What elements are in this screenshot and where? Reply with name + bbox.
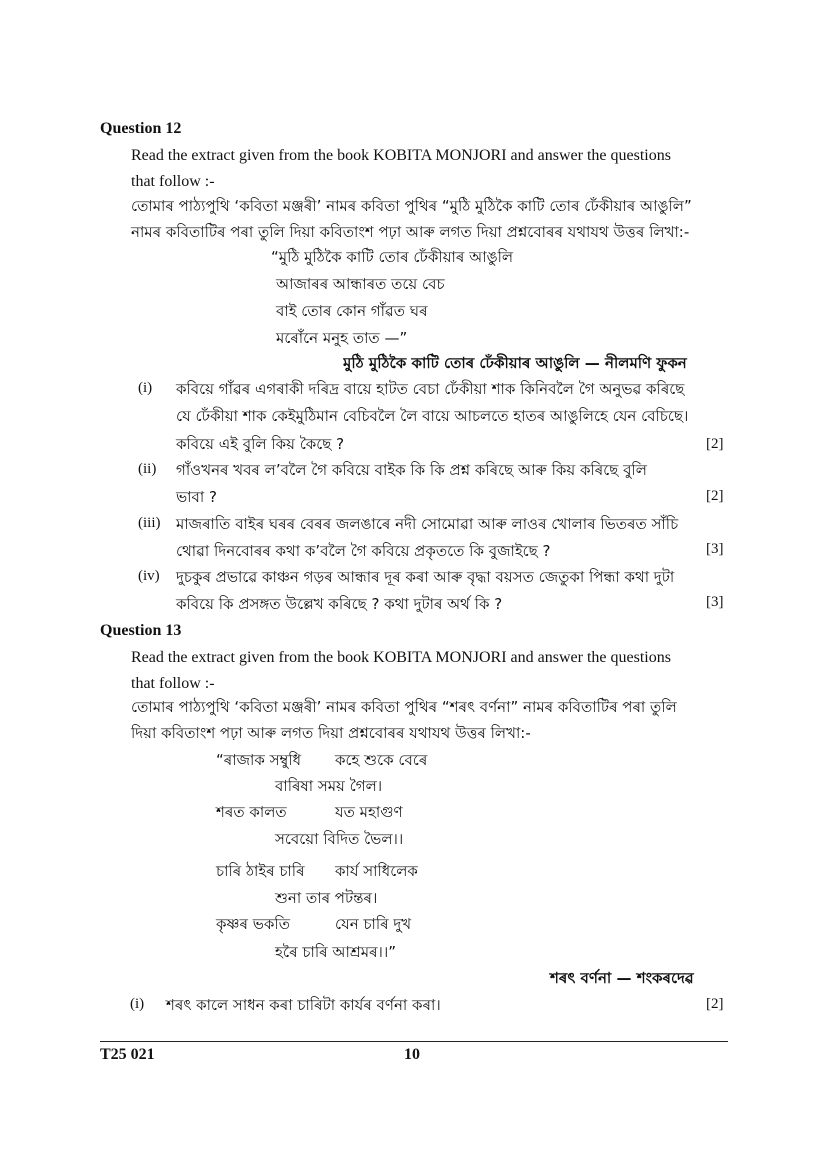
marks-label: [2] <box>706 488 724 504</box>
q12-poem-line: “মুঠি মুঠিকৈ কাটি তোৰ ঢেঁকীয়াৰ আঙুলি <box>271 248 514 266</box>
q13-poem-col-b: যেন চাৰি দুখ <box>335 915 412 933</box>
q12-instruction-line2: that follow :- <box>131 173 215 190</box>
question-line: ভাবা ? <box>176 488 217 506</box>
q13-poem-col-b: যত মহাগুণ <box>335 803 403 821</box>
q12-poem-line: বাই তোৰ কোন গাঁৱত ঘৰ <box>276 302 428 320</box>
page-number: 10 <box>404 1046 420 1063</box>
question-line: যে ঢেঁকীয়া শাক কেইমুঠিমান বেচিবলৈ লৈ বায়ে আচলতে হাতৰ আঙুলিহে যেন বেচিছে। <box>176 407 689 425</box>
question-line: কবিয়ে কি প্ৰসঙ্গত উল্লেখ কৰিছে ? কথা দুটাৰ অৰ্থ কি ? <box>176 595 503 613</box>
question-line: দুচকুৰ প্ৰভাৱে কাঞ্চন গড়ৰ আন্ধাৰ দূৰ কৰা আৰু বৃদ্ধা বয়সত জেতুকা পিন্ধা কথা দুটা <box>176 568 675 586</box>
q13-poem-col-b: শুনা তাৰ পটন্তৰ। <box>275 889 378 907</box>
marks-label: [3] <box>706 594 724 610</box>
q13-assamese-line2: দিয়া কবিতাংশ পঢ়া আৰু লগত দিয়া প্ৰশ্নবোৰৰ যথাযথ উত্তৰ লিখা:- <box>131 724 531 742</box>
question-line: মাজৰাতি বাইৰ ঘৰৰ বেৰৰ জলঙাৰে নদী সোমোৱা আৰু লাওৰ খোলাৰ ভিতৰত সাঁচি <box>176 515 679 533</box>
q13-poem-col-a: শৰত কালত <box>216 803 287 821</box>
marks-label: [3] <box>706 541 724 557</box>
q12-poem-line: মৰোঁনে মনুহ তাত —” <box>276 329 408 347</box>
q13-poem-col-a: “ৰাজাক সম্বুধি <box>216 751 302 769</box>
question-line: গাঁওখনৰ খবৰ ল’বলৈ গৈ কবিয়ে বাইক কি কি প্ৰশ্ন কৰিছে আৰু কিয় কৰিছে বুলি <box>176 461 647 479</box>
q12-source: মুঠি মুঠিকৈ কাটি তোৰ ঢেঁকীয়াৰ আঙুলি — নীলমণি ফুকন <box>343 354 687 372</box>
question-number: (i) <box>130 996 145 1012</box>
q13-poem-col-b: বাৰিষা সময় গৈল। <box>275 777 383 795</box>
question-line: কবিয়ে গাঁৱৰ এগৰাকী দৰিদ্ৰ বায়ে হাটত বেচা ঢেঁকীয়া শাক কিনিবলৈ গৈ অনুভৱ কৰিছে <box>176 380 685 398</box>
question-line: থোৱা দিনবোৰৰ কথা ক’বলৈ গৈ কবিয়ে প্ৰকৃততে কি বুজাইছে ? <box>176 542 551 560</box>
q13-instruction-line2: that follow :- <box>131 675 215 692</box>
q12-assamese-line2: নামৰ কবিতাটিৰ পৰা তুলি দিয়া কবিতাংশ পঢ়া আৰু লগত দিয়া প্ৰশ্নবোৰৰ যথাযথ উত্তৰ লিখা:- <box>131 223 690 241</box>
question-number: (ii) <box>138 461 157 477</box>
question-number: (iv) <box>138 568 160 584</box>
q12-assamese-line1: তোমাৰ পাঠ্যপুথি ‘কবিতা মঞ্জৰী’ নামৰ কবিতা পুথিৰ “মুঠি মুঠিকৈ কাটি তোৰ ঢেঁকীয়াৰ আঙুলি” <box>131 197 692 215</box>
q13-poem-col-a: কৃষ্ণৰ ভকতি <box>216 915 290 933</box>
q12-poem-line: আজাৰৰ আন্ধাৰত তয়ে বেচ <box>276 275 445 293</box>
marks-label: [2] <box>706 996 724 1012</box>
q13-heading: Question 13 <box>100 622 182 639</box>
question-line: শৰৎ কালে সাধন কৰা চাৰিটা কাৰ্যৰ বৰ্ণনা কৰা। <box>166 996 441 1014</box>
question-number: (iii) <box>138 515 161 531</box>
q13-instruction-line1: Read the extract given from the book KOBITA MONJORI and answer the questions <box>131 649 671 666</box>
q13-poem-col-b: সবেয়ো বিদিত ভৈল।। <box>275 830 404 848</box>
q13-assamese-line1: তোমাৰ পাঠ্যপুথি ‘কবিতা মঞ্জৰী’ নামৰ কবিতা পুথিৰ “শৰৎ বৰ্ণনা” নামৰ কবিতাটিৰ পৰা তুলি <box>131 698 677 716</box>
paper-code: T25 021 <box>100 1046 155 1063</box>
q12-heading: Question 12 <box>100 120 182 137</box>
marks-label: [2] <box>706 436 724 452</box>
q13-poem-col-b: কহে শুকে বেৰে <box>335 751 428 769</box>
q13-poem-col-b: হৰৈ চাৰি আশ্ৰমৰ।।” <box>275 943 397 961</box>
footer-rule <box>100 1041 728 1042</box>
question-number: (i) <box>138 380 153 396</box>
q13-source: শৰৎ বৰ্ণনা — শংকৰদেৱ <box>550 969 694 987</box>
q12-instruction-line1: Read the extract given from the book KOBITA MONJORI and answer the questions <box>131 147 671 164</box>
q13-poem-col-b: কাৰ্য সাধিলেক <box>335 862 418 880</box>
q13-poem-col-a: চাৰি ঠাইৰ চাৰি <box>216 862 305 880</box>
question-line: কবিয়ে এই বুলি কিয় কৈছে ? <box>176 435 345 453</box>
